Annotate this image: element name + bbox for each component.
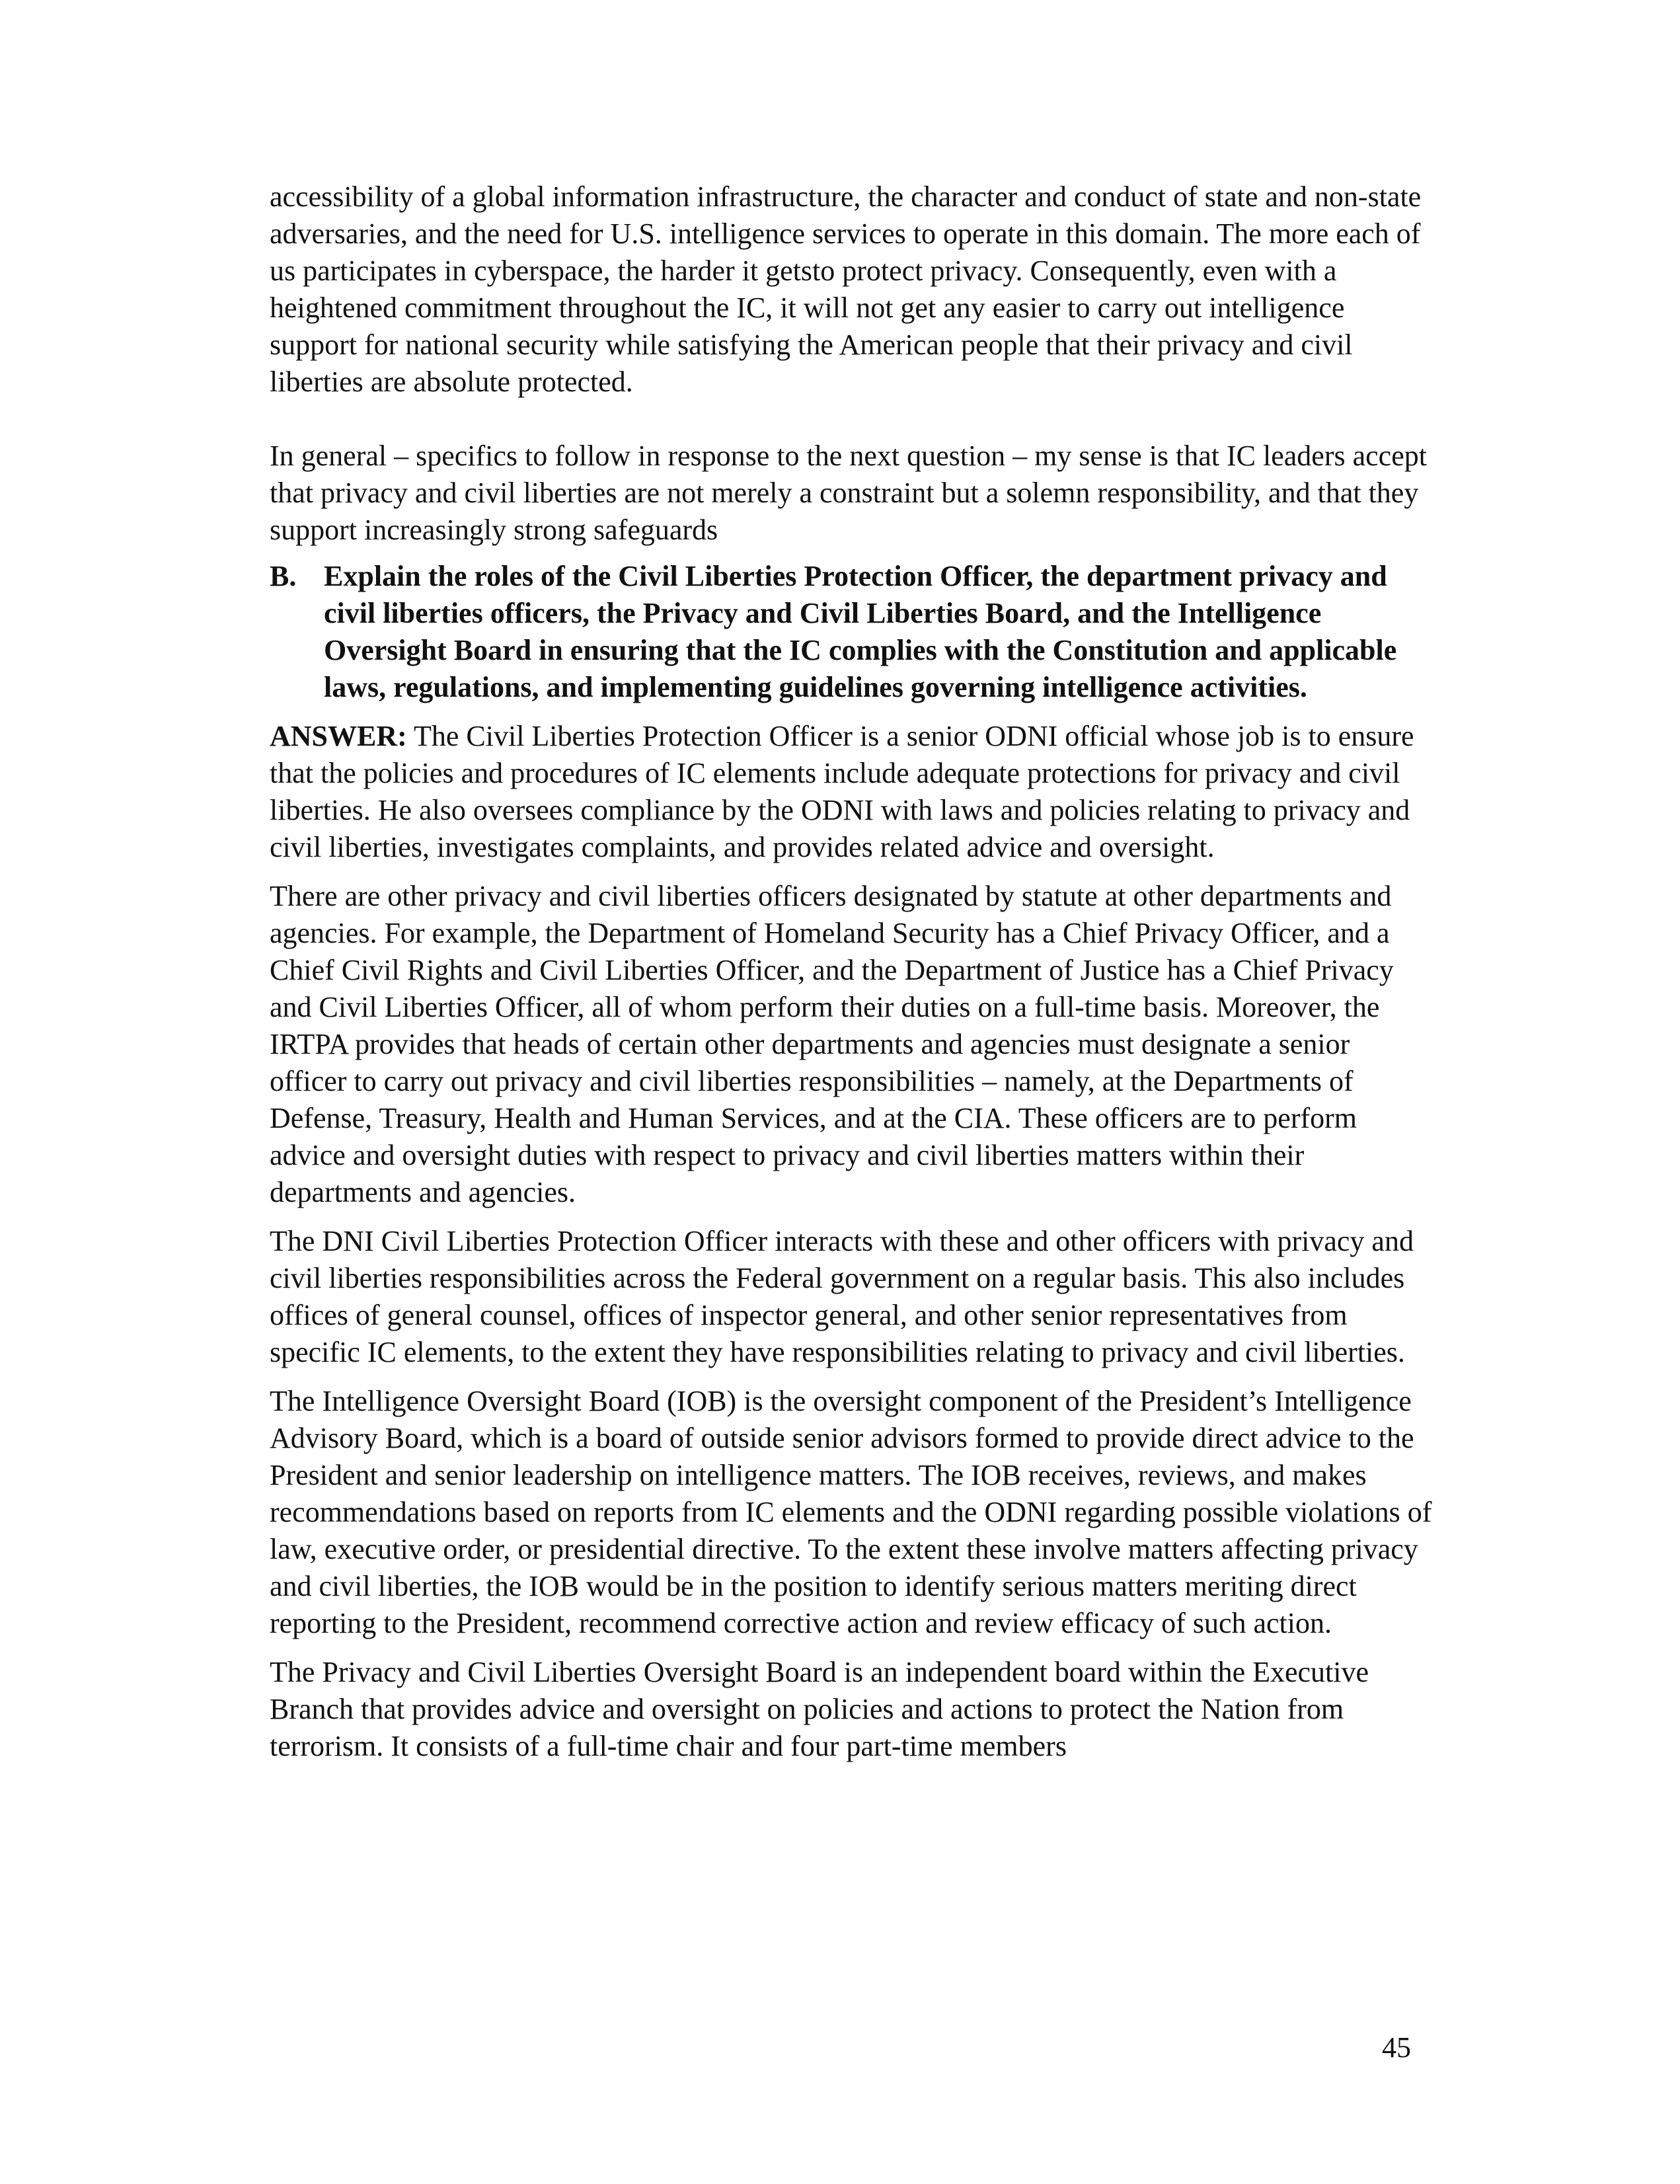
paragraph-iob: The Intelligence Oversight Board (IOB) is the oversight component of the President’s Intelligence Advisory Board, which is a board of outside senior advisors formed to provide direct advice to the President and senior leadership on intelligence matters. The IOB receives, reviews, and makes recommendations based on reports from IC elements and the ODNI regarding possible violations of law, executive order, or presidential directive. To the extent these involve matters affecting privacy and civil liberties, the IOB would be in the position to identify serious matters meriting direct reporting to the President, recommend corrective action and review efficacy of such action.	[270, 1385, 1432, 1639]
page-body	[270, 178, 1433, 1765]
paragraph-pclob: The Privacy and Civil Liberties Oversight Board is an independent board within the Executive Branch that provides advice and oversight on policies and actions to protect the Nation from terrorism. It consists of a full-time chair and four part-time members	[270, 1656, 1369, 1762]
answer-label: ANSWER:	[270, 720, 407, 752]
page-number: 45	[1382, 2031, 1411, 2064]
answer-paragraph	[270, 718, 1433, 866]
question-letter: B.	[270, 560, 297, 592]
intro-paragraph-general: In general – specifics to follow in response to the next question – my sense is that IC leaders accept that privacy and civil liberties are not merely a constraint but a solemn responsibility, and that they support increasingly strong safeguards	[270, 440, 1427, 546]
question-text: Explain the roles of the Civil Liberties Protection Officer, the department privacy and civil liberties officers, the Privacy and Civil Liberties Board, and the Intelligence Oversight Board in ensuring that the IC complies with the Constitution and applicable laws, regulations, and implementing guidelines governing intelligence activities.	[324, 560, 1397, 703]
paragraph-other-officers: There are other privacy and civil liberties officers designated by statute at other departments and agencies. For example, the Department of Homeland Security has a Chief Privacy Officer, and a Chief Civil Rights and Civil Liberties Officer, and the Department of Justice has a Chief Privacy and Civil Liberties Officer, all of whom perform their duties on a full-time basis. Moreover, the IRTPA provides that heads of certain other departments and agencies must designate a senior officer to carry out privacy and civil liberties responsibilities – namely, at the Departments of Defense, Treasury, Health and Human Services, and at the CIA. These officers are to perform advice and oversight duties with respect to privacy and civil liberties matters within their departments and agencies.	[270, 880, 1394, 1208]
paragraph-dni-officer: The DNI Civil Liberties Protection Officer interacts with these and other officers with privacy and civil liberties responsibilities across the Federal government on a regular basis. This also includes offices of general counsel, offices of inspector general, and other senior representatives from specific IC elements, to the extent they have responsibilities relating to privacy and civil liberties.	[270, 1225, 1414, 1368]
answer-text: The Civil Liberties Protection Officer is a senior ODNI official whose job is to ensure that the policies and procedures of IC elements include adequate protections for privacy and civil liberties. He also oversees compliance by the ODNI with laws and policies relating to privacy and civil liberties, investigates complaints, and provides related advice and oversight.	[270, 720, 1414, 863]
intro-paragraph-continuation: accessibility of a global information infrastructure, the character and conduct of state and non-state adversaries, and the need for U.S. intelligence services to operate in this domain. The more each of us participates in cyberspace, the harder it getsto protect privacy. Consequently, even with a heightened commitment throughout the IC, it will not get any easier to carry out intelligence support for national security while satisfying the American people that their privacy and civil liberties are absolute protected.	[270, 180, 1422, 398]
question-b	[270, 558, 1433, 706]
